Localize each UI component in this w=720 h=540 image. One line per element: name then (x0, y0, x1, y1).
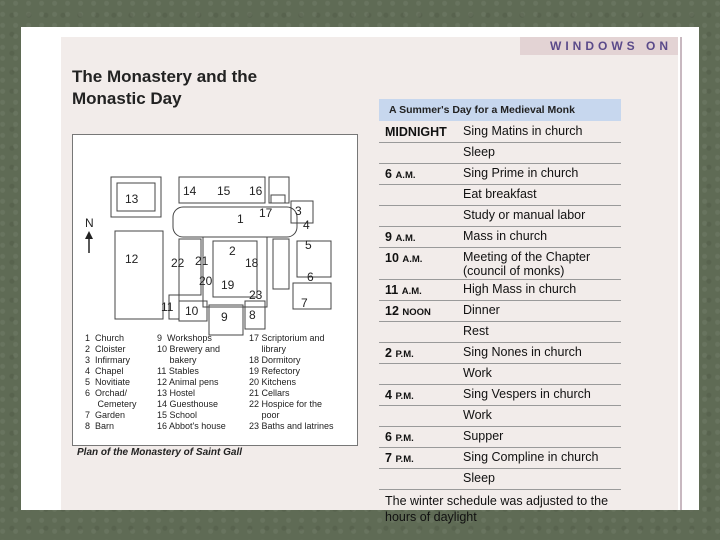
plan-number-16: 16 (249, 184, 263, 198)
legend-item: library (249, 344, 287, 354)
page-edge (680, 37, 682, 510)
plan-number-5: 5 (305, 238, 312, 252)
schedule-activity: Eat breakfast (463, 187, 537, 201)
plan-number-1: 1 (237, 212, 244, 226)
legend-item: poor (249, 410, 280, 420)
schedule-row (379, 163, 621, 185)
schedule-activity: Sing Prime in church (463, 166, 579, 180)
schedule-hour: 9 (385, 230, 392, 244)
plan-number-15: 15 (217, 184, 231, 198)
schedule-hour: 7 (385, 451, 392, 465)
legend-item: 4 Chapel (85, 366, 124, 376)
plan-number-7: 7 (301, 296, 308, 310)
plan-number-4: 4 (303, 218, 310, 232)
schedule-row (379, 363, 621, 385)
schedule-time-suffix: A.M. (395, 233, 416, 244)
schedule-activity: Supper (463, 429, 504, 443)
schedule-row (379, 426, 621, 448)
legend-item: 16 Abbot's house (157, 421, 226, 431)
schedule-row (379, 447, 621, 469)
legend-item: Cemetery (85, 399, 137, 409)
legend-item: 9 Workshops (157, 333, 212, 343)
plan-number-22: 22 (171, 256, 185, 270)
legend-item: 12 Animal pens (157, 377, 219, 387)
legend-item: 18 Dormitory (249, 355, 301, 365)
plan-number-20: 20 (199, 274, 213, 288)
schedule-activity: Sing Matins in church (463, 124, 583, 138)
schedule-title: A Summer's Day for a Medieval Monk (379, 99, 621, 121)
schedule-hour: 6 (385, 430, 392, 444)
plan-number-13: 13 (125, 192, 139, 206)
legend-item: 17 Scriptorium and (249, 333, 325, 343)
schedule-row (379, 142, 621, 164)
schedule-time (385, 430, 414, 444)
schedule-activity: Mass in church (463, 229, 548, 243)
plan-number-17: 17 (259, 206, 273, 220)
schedule-row (379, 226, 621, 248)
legend-item: 19 Refectory (249, 366, 301, 376)
schedule-time (385, 230, 416, 244)
schedule-time (385, 125, 447, 139)
legend-item: 15 School (157, 410, 198, 420)
legend-item: 20 Kitchens (249, 377, 297, 387)
schedule-time (385, 346, 414, 360)
windows-on-banner: WINDOWS ON (520, 37, 678, 55)
schedule-activity: Rest (463, 324, 489, 338)
schedule-time (385, 167, 416, 181)
schedule-time (385, 388, 414, 402)
schedule-activity: Sing Compline in church (463, 450, 599, 464)
legend-item: 23 Baths and latrines (249, 421, 334, 431)
schedule-time-suffix: P.M. (395, 433, 414, 444)
legend-item: 10 Brewery and (157, 344, 221, 354)
monastery-plan (72, 134, 358, 446)
schedule-time-suffix: P.M. (395, 349, 414, 360)
schedule-row (379, 121, 621, 143)
legend-item: 8 Barn (85, 421, 115, 431)
schedule-time (385, 283, 422, 297)
schedule-time (385, 251, 422, 265)
schedule-activity: Dinner (463, 303, 500, 317)
schedule-time-suffix: P.M. (395, 454, 414, 465)
legend-item: 2 Cloister (85, 344, 126, 354)
schedule-hour: 10 (385, 251, 399, 265)
schedule-row (379, 468, 621, 490)
page-title: The Monastery and the Monastic Day (72, 67, 258, 108)
schedule-hour: 6 (385, 167, 392, 181)
north-label: N (85, 216, 94, 230)
schedule-hour: 11 (385, 283, 399, 297)
schedule-hour: 12 (385, 304, 399, 318)
schedule-hour: 2 (385, 346, 392, 360)
schedule-row (379, 321, 621, 343)
schedule-time-suffix: NOON (402, 307, 431, 318)
animal-pens (115, 231, 163, 319)
schedule-time (385, 451, 414, 465)
schedule-row (379, 342, 621, 364)
plan-caption: Plan of the Monastery of Saint Gall (77, 447, 243, 458)
schedule-row (379, 184, 621, 206)
schedule-activity: Sleep (463, 471, 495, 485)
schedule-row (379, 247, 621, 280)
schedule-hour: 4 (385, 388, 392, 402)
book-page (61, 37, 678, 524)
plan-number-6: 6 (307, 270, 314, 284)
schedule-activity: Meeting of the Chapter (council of monks) (463, 250, 591, 278)
schedule-activity: Study or manual labor (463, 208, 586, 222)
legend-item: 7 Garden (85, 410, 126, 420)
schedule-activity: Work (463, 408, 492, 422)
schedule-row (379, 279, 621, 301)
schedule-activity: Work (463, 366, 492, 380)
schedule-activity: Sleep (463, 145, 495, 159)
plan-number-3: 3 (295, 204, 302, 218)
legend-item: 21 Cellars (249, 388, 290, 398)
schedule-time-suffix: A.M. (401, 286, 422, 297)
north-arrow-icon (85, 231, 93, 253)
plan-number-19: 19 (221, 278, 235, 292)
plan-number-8: 8 (249, 308, 256, 322)
schedule-time (385, 304, 431, 318)
plan-number-21: 21 (195, 254, 209, 268)
schedule-time-suffix: P.M. (395, 391, 414, 402)
plan-number-12: 12 (125, 252, 139, 266)
garden (293, 283, 331, 309)
plan-number-11: 11 (161, 300, 174, 314)
schedule-time-suffix: A.M. (395, 170, 416, 181)
legend-item: 1 Church (85, 333, 125, 343)
schedule-time-suffix: A.M. (402, 254, 423, 265)
schedule-hour: MIDNIGHT (385, 125, 447, 139)
schedule-row (379, 205, 621, 227)
plan-number-9: 9 (221, 310, 228, 324)
legend-item: 13 Hostel (157, 388, 196, 398)
legend-item: 11 Stables (157, 366, 199, 376)
plan-number-10: 10 (185, 304, 199, 318)
plan-legend (85, 333, 355, 432)
schedule-activity: Sing Nones in church (463, 345, 582, 359)
legend-item: bakery (157, 355, 197, 365)
schedule-activity: Sing Vespers in church (463, 387, 591, 401)
slide (21, 27, 699, 524)
schedule-row (379, 384, 621, 406)
legend-item: 14 Guesthouse (157, 399, 219, 409)
legend-item: 22 Hospice for the (249, 399, 323, 409)
schedule-activity: High Mass in church (463, 282, 577, 296)
plan-number-18: 18 (245, 256, 259, 270)
plan-number-23: 23 (249, 288, 263, 302)
orchard (297, 241, 331, 277)
schedule-note: The winter schedule was adjusted to the hours of daylight (385, 494, 609, 524)
legend-item: 3 Infirmary (85, 355, 131, 365)
church-outline (173, 207, 297, 237)
legend-item: 6 Orchad/ (85, 388, 128, 398)
legend-item: 5 Novitiate (85, 377, 131, 387)
schedule-row (379, 405, 621, 427)
schedule-row (379, 300, 621, 322)
plan-number-2: 2 (229, 244, 236, 258)
plan-number-14: 14 (183, 184, 197, 198)
